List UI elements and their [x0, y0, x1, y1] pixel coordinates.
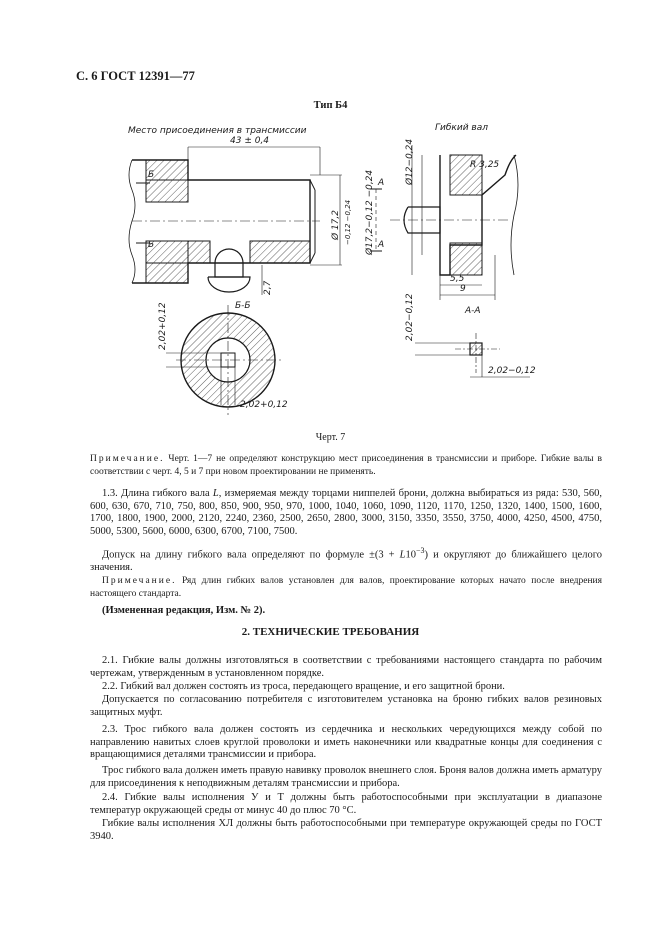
note-1-text: Черт. 1—7 не определяют конструкцию мест присоединения в трансмиссии и приборе. Гибкие валы в соответствии с черт. 4, 5 и 7 при новом проектировании не применять.: [90, 454, 602, 477]
section-aa-label: А-А: [465, 306, 481, 316]
dim-dia-12: Ø12−0,24: [405, 138, 415, 185]
mark-a-top: А: [378, 178, 385, 188]
dim-radius: R 3,25: [470, 160, 500, 170]
mark-a-bottom: А: [378, 240, 385, 250]
note-2-text: Ряд длин гибких валов установлен для валов, проектирование которых начато после внедрения настоящего стандарта.: [90, 576, 602, 599]
tol-L: L: [399, 549, 406, 561]
paragraph-tolerance: [90, 545, 602, 575]
tol-a: Допуск на длину гибкого вала определяют по формуле ±(3 +: [102, 549, 400, 561]
dim-dia-17-right: Ø17,2−0,12 −0,24: [365, 169, 375, 255]
dim-5-5: 5,5: [450, 274, 465, 284]
label-connection-place: Место присоединения в трансмиссии: [128, 126, 307, 136]
section-bb-label: Б-Б: [235, 301, 251, 311]
note-1-lead: Примечание.: [90, 454, 165, 464]
paragraph-2-2b: Допускается по согласованию потребителя с изготовителем установка на броню гибких валов резиновых защитных муфт.: [90, 694, 602, 718]
figure-title: Тип Б4: [313, 100, 348, 111]
p13-b: , измеряемая между торцами ниппелей брони, должна выбираться из ряда: 530, 560, 600, 630, 670, 710, 750, 800, 850, 900, 950, 970, 1000, 1040, 1060, 1090, 1120, 1170, 1250, 1320, 1400, 1500, 1600, 1700, 1800, 1900, 2000, 2120, 2240, 2360, 2500, 2650, 2800, 3000, 3150, 3350, 3550, 3750, 4000, 4250, 4500, 4750, 5000, 5300, 5600, 6000, 6300, 6700, 7100, 7500.: [90, 488, 602, 537]
p13-L: L: [212, 488, 219, 499]
note-2-lead: Примечание.: [102, 576, 177, 586]
dim-sq-h: 2,02−0,12: [488, 366, 536, 376]
note-1: [90, 453, 602, 478]
dim-sq-left: 2,02+0,12: [158, 302, 168, 350]
dim-43: 43 ± 0,4: [230, 136, 270, 146]
paragraph-2-1: 2.1. Гибкие валы должны изготовляться в соответствии с требованиями настоящего стандарта по рабочим чертежам, утвержденным в установленном порядке.: [90, 655, 602, 679]
page-header: С. 6 ГОСТ 12391—77: [76, 69, 195, 83]
tol-b: 10: [405, 549, 417, 561]
tol-exp: −3: [416, 546, 425, 555]
dim-dia-17-tol: −0,12 −0,24: [344, 199, 352, 245]
dim-sq-v: 2,02−0,12: [405, 293, 415, 341]
paragraph-1-3: [90, 488, 602, 538]
figure-caption: Черт. 7: [315, 432, 346, 443]
section-bb: [166, 305, 282, 415]
paragraph-2-2: 2.2. Гибкий вал должен состоять из троса, передающего вращение, и его защитной брони.: [102, 681, 505, 692]
paragraph-2-3b: Трос гибкого вала должен иметь правую навивку проволок внешнего слоя. Броня валов должна иметь арматуру для присоединения к неподвижным деталям трансмиссии и прибора.: [90, 765, 602, 789]
paragraph-2-3: 2.3. Трос гибкого вала должен состоять из сердечника и нескольких чередующихся между собой по направлению навитых слоев круглой проволоки и иметь наконечники или квадратные концы для соединения с вращающимися деталями трансмиссии и прибора.: [90, 724, 602, 760]
dim-2-7: 2,7: [263, 280, 273, 295]
amendment-note: (Измененная редакция, Изм. № 2).: [102, 605, 266, 616]
dim-9: 9: [460, 284, 466, 294]
mark-b-top: Б: [148, 170, 155, 180]
dim-sq-bottom: 2,02+0,12: [240, 400, 288, 410]
tol-c: ) и округляют до ближайшего целого значения.: [90, 549, 602, 573]
paragraph-2-4b: Гибкие валы исполнения ХЛ должны быть работоспособными при температуре окружающей среды по ГОСТ 3940.: [90, 818, 602, 842]
connection-part-view: [129, 160, 320, 292]
note-2: [90, 575, 602, 600]
shaft-end-view: [370, 155, 518, 275]
paragraph-2-4: 2.4. Гибкие валы исполнения У и Т должны быть работоспособными при эксплуатации в диапазоне температур окружающей среды от минус 40 до плюс 70 °С.: [90, 792, 602, 816]
mark-b-bottom: Б: [148, 240, 155, 250]
section-title: 2. ТЕХНИЧЕСКИЕ ТРЕБОВАНИЯ: [241, 626, 420, 638]
dim-dia-17-left: Ø 17,2: [331, 210, 341, 240]
label-flexible-shaft: Гибкий вал: [435, 123, 488, 133]
p13-a: 1.3. Длина гибкого вала: [102, 488, 213, 499]
technical-drawing: [110, 115, 536, 430]
